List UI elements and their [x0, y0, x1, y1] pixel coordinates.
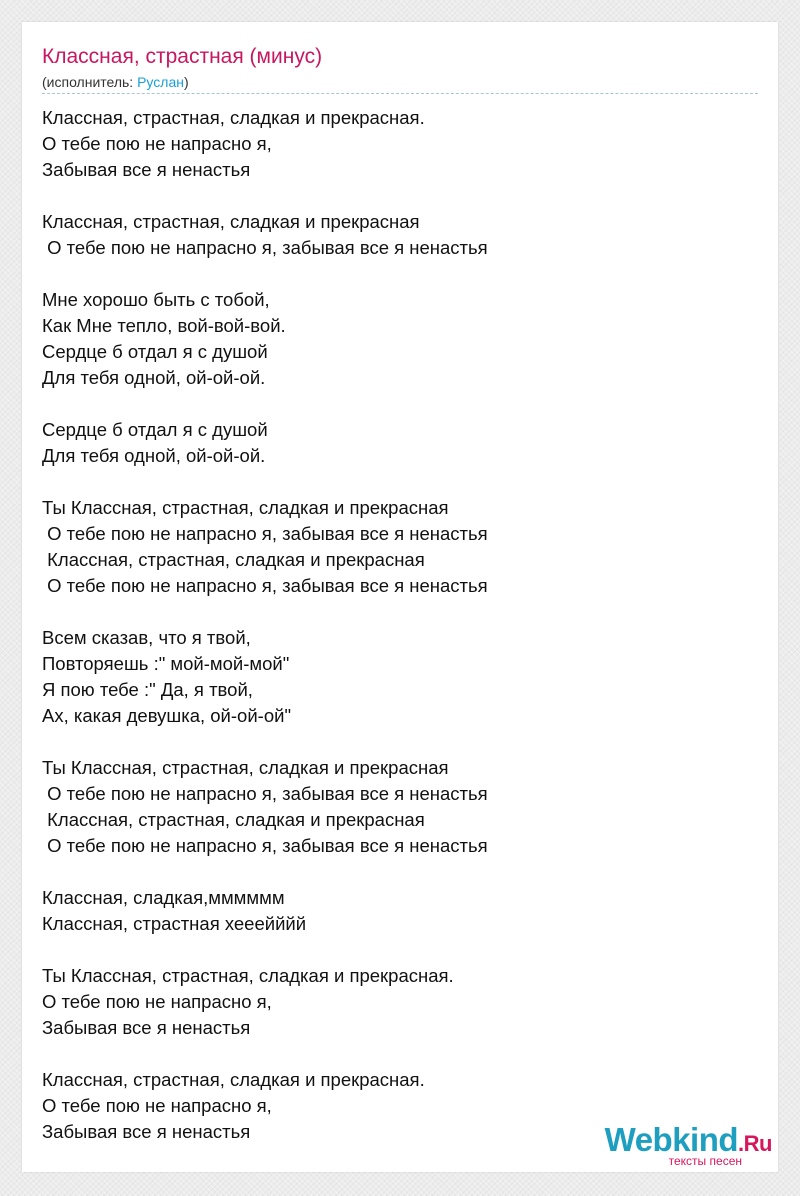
stanza-gap: [42, 261, 762, 287]
site-logo-main: Webkind: [604, 1121, 739, 1158]
stanza-gap: [42, 729, 762, 755]
performer-line: [42, 73, 189, 91]
lyric-line: О тебе пою не напрасно я,: [42, 991, 272, 1012]
lyric-line: Для тебя одной, ой-ой-ой.: [42, 445, 266, 466]
song-title: Классная, страстная (минус): [42, 45, 323, 68]
lyric-line: О тебе пою не напрасно я, забывая все я ненастья: [42, 237, 488, 258]
lyric-line: О тебе пою не напрасно я, забывая все я ненастья: [42, 783, 488, 804]
lyric-line: О тебе пою не напрасно я, забывая все я ненастья: [42, 523, 488, 544]
lyric-line: Сердце б отдал я с душой: [42, 341, 268, 362]
lyric-line: Классная, сладкая,мммммм: [42, 887, 285, 908]
lyric-line: Как Мне тепло, вой-вой-вой.: [42, 315, 286, 336]
stanza-gap: [42, 183, 762, 209]
performer-prefix: (исполнитель:: [42, 74, 138, 90]
performer-suffix: ): [183, 74, 189, 90]
lyric-line: Сердце б отдал я с душой: [42, 419, 268, 440]
stanza-gap: [42, 469, 762, 495]
lyric-line: Ты Классная, страстная, сладкая и прекрасная: [42, 757, 449, 778]
lyric-line: Я пою тебе :" Да, я твой,: [42, 679, 253, 700]
performer-link[interactable]: Руслан: [137, 74, 184, 90]
lyric-line: Повторяешь :" мой-мой-мой": [42, 653, 290, 674]
title-divider: [42, 93, 758, 94]
lyric-line: Классная, страстная, сладкая и прекрасная: [42, 809, 425, 830]
lyric-line: О тебе пою не напрасно я,: [42, 1095, 272, 1116]
lyric-line: Ах, какая девушка, ой-ой-ой": [42, 705, 292, 726]
stanza-gap: [42, 859, 762, 885]
stanza-gap: [42, 1041, 762, 1067]
lyric-line: Забывая все я ненастья: [42, 159, 251, 180]
lyric-line: Классная, страстная, сладкая и прекрасная: [42, 549, 425, 570]
lyric-line: О тебе пою не напрасно я, забывая все я ненастья: [42, 575, 488, 596]
lyric-line: Забывая все я ненастья: [42, 1121, 251, 1142]
lyric-line: Классная, страстная, сладкая и прекрасная.: [42, 107, 425, 128]
lyric-line: Ты Классная, страстная, сладкая и прекрасная.: [42, 965, 454, 986]
stanza-gap: [42, 391, 762, 417]
lyrics-text: [42, 105, 762, 1145]
lyric-line: Классная, страстная, сладкая и прекрасная.: [42, 1069, 425, 1090]
lyric-line: Классная, страстная хееейййй: [42, 913, 307, 934]
site-tagline: тексты песен: [668, 1154, 742, 1168]
lyric-line: Для тебя одной, ой-ой-ой.: [42, 367, 266, 388]
lyric-line: Всем сказав, что я твой,: [42, 627, 251, 648]
lyric-line: Ты Классная, страстная, сладкая и прекрасная: [42, 497, 449, 518]
site-watermark[interactable]: [572, 1122, 772, 1166]
site-logo-suffix: .Ru: [738, 1131, 772, 1156]
lyric-line: Мне хорошо быть с тобой,: [42, 289, 270, 310]
stanza-gap: [42, 599, 762, 625]
lyric-line: О тебе пою не напрасно я,: [42, 133, 272, 154]
lyric-line: Классная, страстная, сладкая и прекрасная: [42, 211, 420, 232]
lyric-line: О тебе пою не напрасно я, забывая все я ненастья: [42, 835, 488, 856]
lyric-line: Забывая все я ненастья: [42, 1017, 251, 1038]
lyrics-card: [22, 22, 778, 1172]
stanza-gap: [42, 937, 762, 963]
